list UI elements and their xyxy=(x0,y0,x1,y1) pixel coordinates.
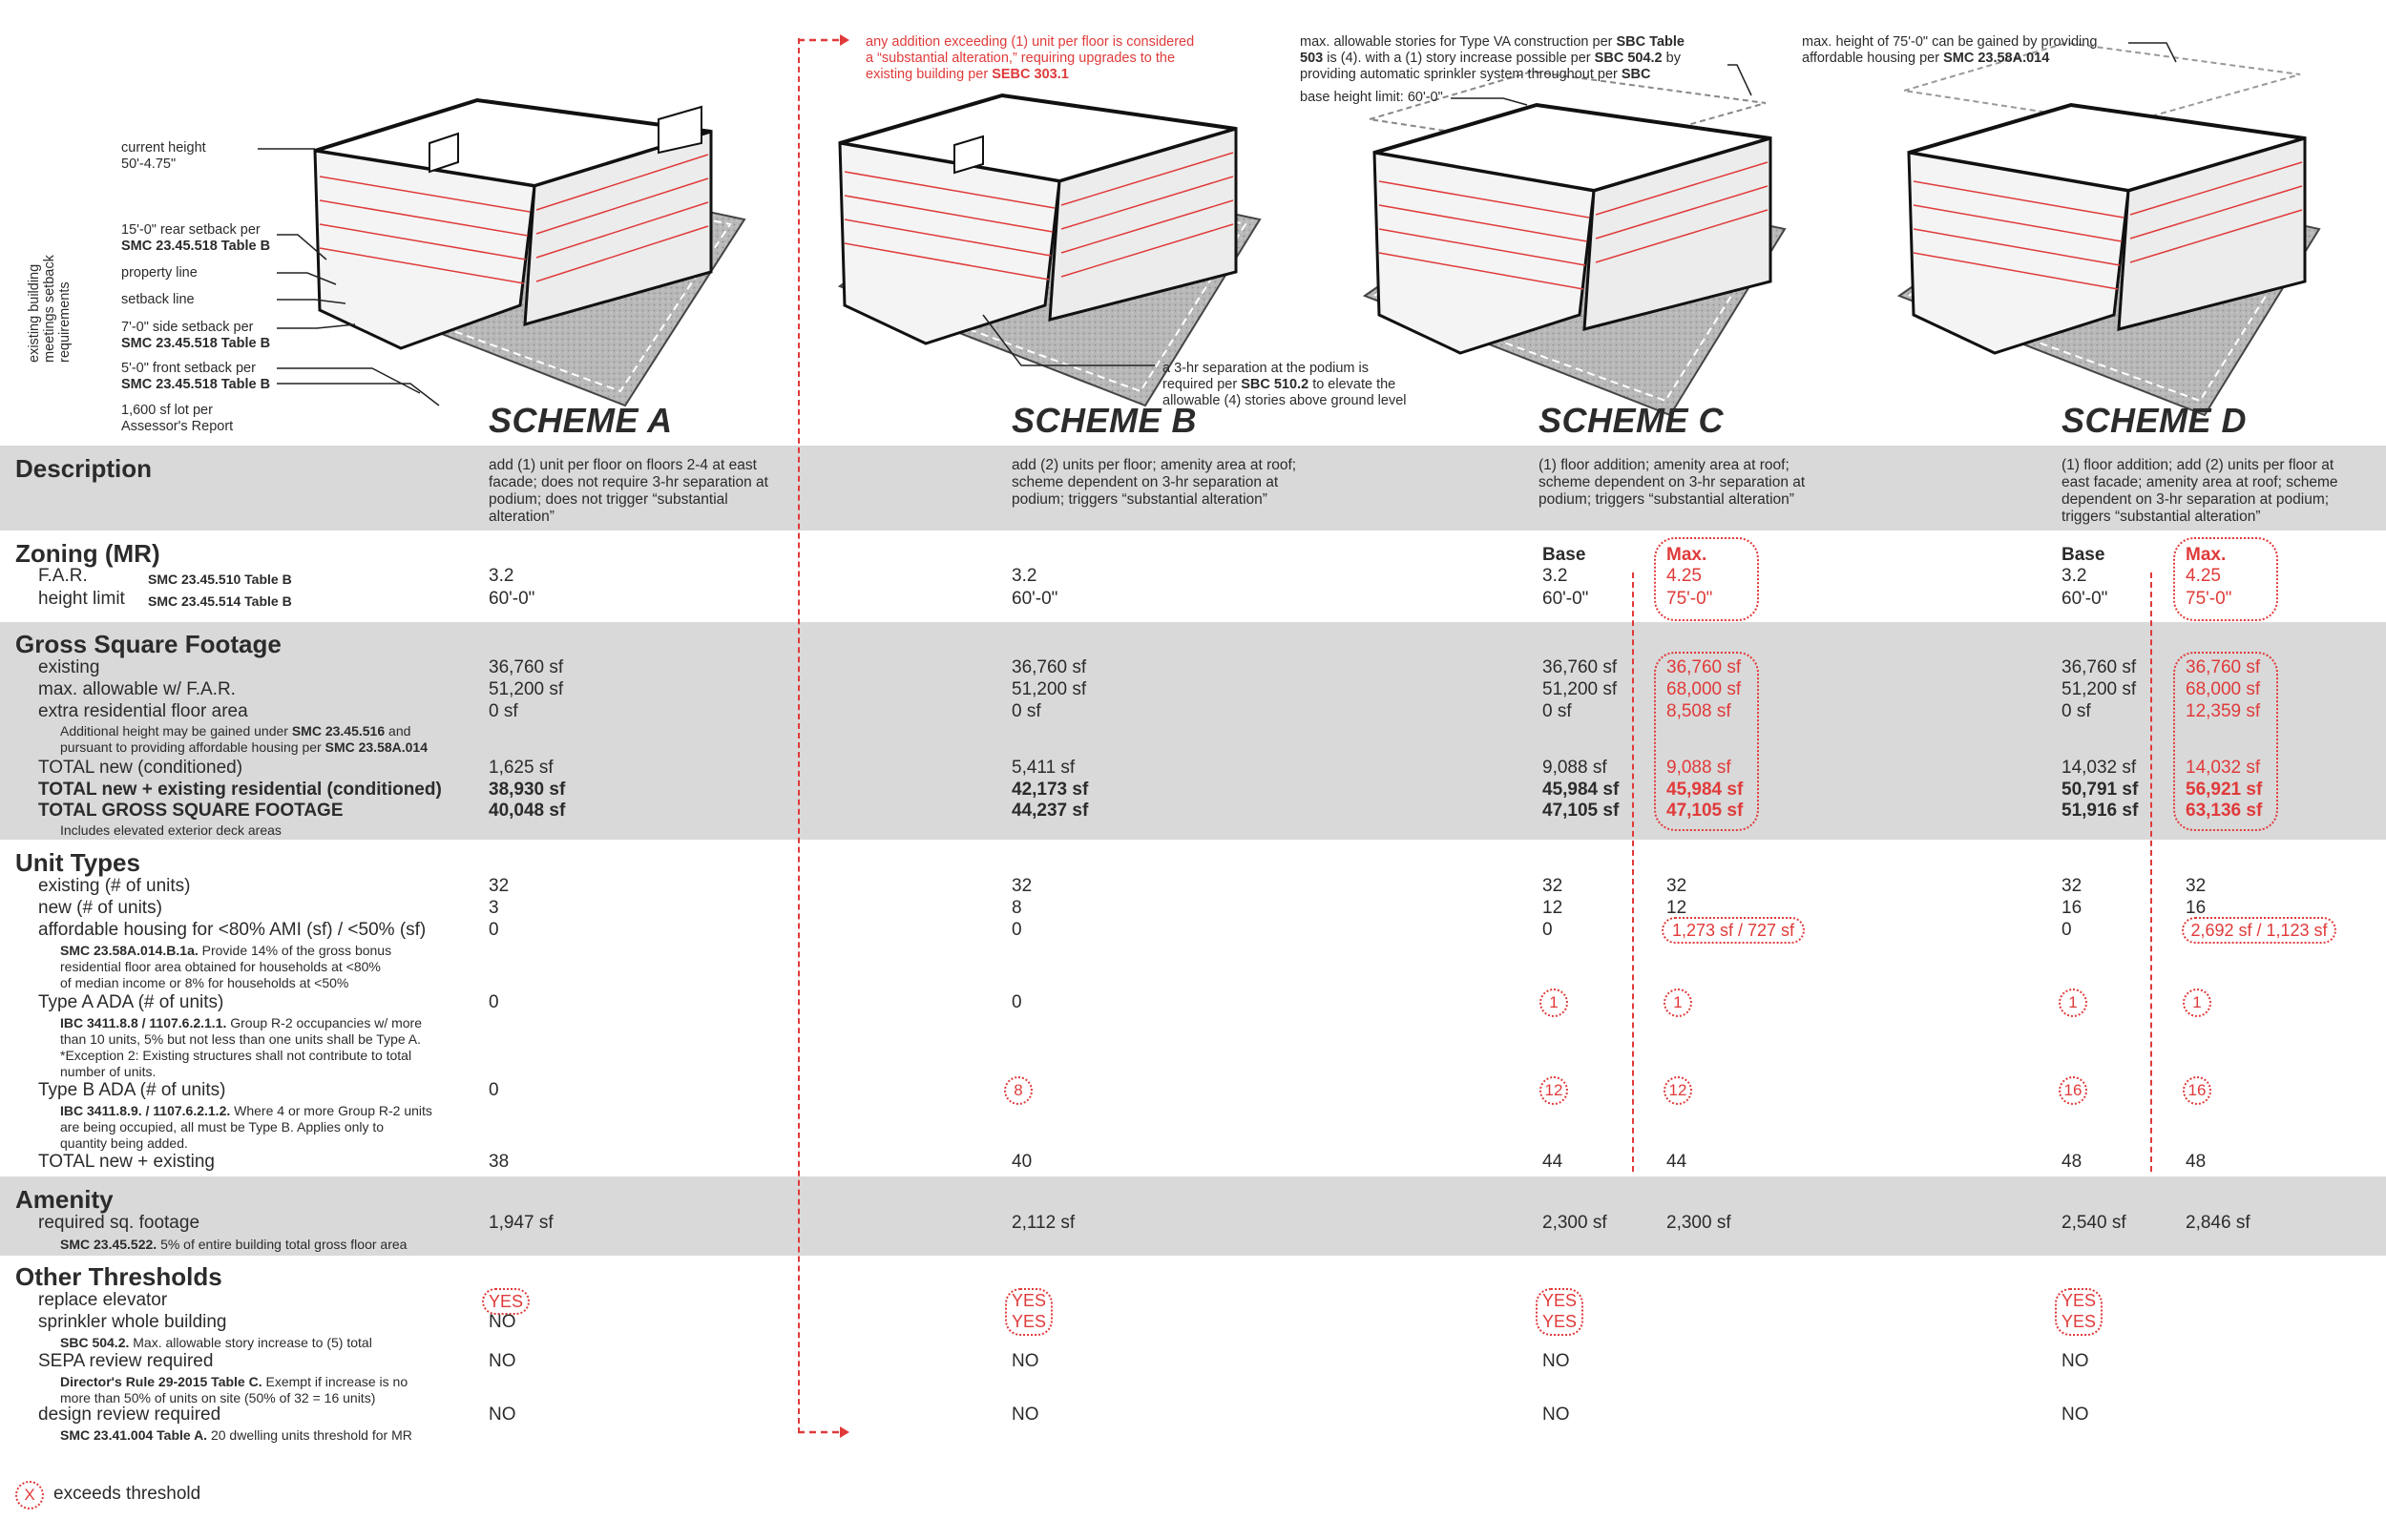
c-design: NO xyxy=(1542,1405,1570,1425)
scheme-d-building xyxy=(1899,43,2319,415)
b-type-b: 8 xyxy=(1004,1076,1033,1105)
c-elevator-sprinkler xyxy=(1536,1288,1583,1336)
c-base-extra: 0 sf xyxy=(1542,701,1572,721)
d-max-type-b: 16 xyxy=(2183,1076,2211,1105)
b-elevator: YES xyxy=(1011,1291,1047,1310)
c-base-total-units: 44 xyxy=(1542,1152,1563,1172)
lot-annotation: 1,600 sf lot per Assessor's Report xyxy=(121,403,234,434)
scheme-c-building xyxy=(1365,72,1785,415)
scheme-d-description: (1) floor addition; add (2) units per floor at east facade; amenity area at roof; scheme dependent on 3-hr separation at podium; triggers “substantial alteration” xyxy=(2062,457,2338,525)
c-max-type-a: 1 xyxy=(1664,989,1692,1017)
total-new-label: TOTAL new (conditioned) xyxy=(38,758,243,778)
d-max-existing: 36,760 sf xyxy=(2186,657,2261,677)
c-max-amenity: 2,300 sf xyxy=(1666,1213,1731,1233)
d-base-type-b: 16 xyxy=(2059,1076,2087,1105)
d-max-new-units: 16 xyxy=(2186,898,2207,918)
existing-units-label: existing (# of units) xyxy=(38,876,191,896)
b-total-units: 40 xyxy=(1012,1152,1033,1172)
scheme-c-base-header: Base xyxy=(1542,545,1586,565)
d-base-height: 60'-0" xyxy=(2062,589,2108,609)
sprinkler-label: sprinkler whole building xyxy=(38,1312,227,1332)
b-elevator-sprinkler xyxy=(1005,1288,1053,1336)
scheme-c-max-divider xyxy=(1632,572,1634,1172)
d-max-max-allow: 68,000 sf xyxy=(2186,679,2261,699)
c-base-new-units: 12 xyxy=(1542,898,1563,918)
total-gsf-label: TOTAL GROSS SQUARE FOOTAGE xyxy=(38,801,344,821)
legend-text: exceeds threshold xyxy=(53,1484,201,1504)
c-max-new-units: 12 xyxy=(1666,898,1687,918)
scheme-d-base-header: Base xyxy=(2062,545,2105,565)
d-max-far: 4.25 xyxy=(2186,566,2221,586)
d-max-height: 75'-0" xyxy=(2186,589,2232,609)
a-sprinkler: NO xyxy=(489,1312,516,1332)
rear-setback-annotation: 15'-0" rear setback per SMC 23.45.518 Table B xyxy=(121,222,271,254)
property-line-annotation: property line xyxy=(121,265,198,281)
a-amenity: 1,947 sf xyxy=(489,1213,554,1233)
a-affordable: 0 xyxy=(489,920,499,940)
front-setback-annotation: 5'-0" front setback per SMC 23.45.518 Table B xyxy=(121,361,271,392)
c-max-affordable: 1,273 sf / 727 sf xyxy=(1662,917,1805,944)
scheme-c-title: SCHEME C xyxy=(1538,401,1725,440)
setback-line-annotation: setback line xyxy=(121,292,195,307)
b-max-allow: 51,200 sf xyxy=(1012,679,1087,699)
base-height-annotation: base height limit: 60'-0" xyxy=(1300,90,1443,105)
extra-res-note: Additional height may be gained under SMC 23.45.516 and pursuant to providing affordable housing per SMC 23.58A.014 xyxy=(60,723,429,755)
d-base-existing: 36,760 sf xyxy=(2062,657,2137,677)
description-title: Description xyxy=(15,454,153,483)
c-max-extra: 8,508 sf xyxy=(1666,701,1731,721)
a-type-a: 0 xyxy=(489,992,499,1012)
a-design: NO xyxy=(489,1405,516,1425)
units-title: Unit Types xyxy=(15,848,140,877)
b-affordable: 0 xyxy=(1012,920,1022,940)
total-gsf-note: Includes elevated exterior deck areas xyxy=(60,822,282,838)
d-base-type-a: 1 xyxy=(2059,989,2087,1017)
d-base-far: 3.2 xyxy=(2062,566,2087,586)
d-base-total-units: 48 xyxy=(2062,1152,2083,1172)
scheme-b-description: add (2) units per floor; amenity area at roof; scheme dependent on 3-hr separation at podium; triggers “substantial alteration” xyxy=(1012,457,1297,508)
zoning-title: Zoning (MR) xyxy=(15,539,160,568)
a-total-gsf: 40,048 sf xyxy=(489,801,566,821)
c-max-existing: 36,760 sf xyxy=(1666,657,1742,677)
scheme-c-max-header: Max. xyxy=(1666,545,1707,565)
c-sepa: NO xyxy=(1542,1351,1570,1371)
amenity-title: Amenity xyxy=(15,1185,114,1214)
height-ref: SMC 23.45.514 Table B xyxy=(148,593,292,609)
d-max-amenity: 2,846 sf xyxy=(2186,1213,2250,1233)
other-title: Other Thresholds xyxy=(15,1262,222,1291)
c-max-height: 75'-0" xyxy=(1666,589,1713,609)
c-base-amenity: 2,300 sf xyxy=(1542,1213,1607,1233)
d-max-total-new-existing: 56,921 sf xyxy=(2186,780,2263,800)
a-total-new-existing: 38,930 sf xyxy=(489,780,566,800)
d-max-total-units: 48 xyxy=(2186,1152,2207,1172)
d-max-affordable: 2,692 sf / 1,123 sf xyxy=(2182,917,2336,944)
d-max-existing-units: 32 xyxy=(2186,876,2207,896)
height-label: height limit xyxy=(38,589,125,609)
gsf-title: Gross Square Footage xyxy=(15,630,282,658)
new-units-label: new (# of units) xyxy=(38,898,162,918)
d-base-total-gsf: 51,916 sf xyxy=(2062,801,2139,821)
a-total-units: 38 xyxy=(489,1152,510,1172)
c-base-far: 3.2 xyxy=(1542,566,1568,586)
d-base-existing-units: 32 xyxy=(2062,876,2083,896)
d-base-new-units: 16 xyxy=(2062,898,2083,918)
req-sqft-label: required sq. footage xyxy=(38,1213,200,1233)
type-b-note: IBC 3411.8.9. / 1107.6.2.1.2. Where 4 or more Group R-2 units are being occupied, all must be Type B. Applies only to quantity being added. xyxy=(60,1103,432,1151)
c-max-max-allow: 68,000 sf xyxy=(1666,679,1742,699)
vertical-setback-note: existing building meetings setback requirements xyxy=(27,255,73,363)
c-base-type-b: 12 xyxy=(1539,1076,1568,1105)
amenity-note: SMC 23.45.522. 5% of entire building total gross floor area xyxy=(60,1237,408,1252)
b-new-units: 8 xyxy=(1012,898,1022,918)
scheme-c-description: (1) floor addition; amenity area at roof; scheme dependent on 3-hr separation at podium; triggers “substantial alteration” xyxy=(1538,457,1806,508)
a-sepa: NO xyxy=(489,1351,516,1371)
d-base-affordable: 0 xyxy=(2062,920,2072,940)
total-new-existing-label: TOTAL new + existing residential (conditioned) xyxy=(38,780,442,800)
affordable-label: affordable housing for <80% AMI (sf) / <50% (sf) xyxy=(38,920,427,940)
legend-symbol: X xyxy=(15,1481,44,1509)
d-base-max-allow: 51,200 sf xyxy=(2062,679,2137,699)
b-height: 60'-0" xyxy=(1012,589,1058,609)
b-design: NO xyxy=(1012,1405,1039,1425)
a-height: 60'-0" xyxy=(489,589,535,609)
d-design: NO xyxy=(2062,1405,2089,1425)
far-label: F.A.R. xyxy=(38,566,88,586)
scheme-a-description: add (1) unit per floor on floors 2-4 at east facade; does not require 3-hr separation at podium; does not trigger “substantial alteration” xyxy=(489,457,768,525)
side-setback-annotation: 7'-0" side setback per SMC 23.45.518 Table B xyxy=(121,320,271,351)
scheme-d-max-divider xyxy=(2150,572,2152,1172)
max-height-annotation: max. height of 75'-0" can be gained by providing affordable housing per SMC 23.58A.014 xyxy=(1802,34,2098,66)
c-base-affordable: 0 xyxy=(1542,920,1553,940)
a-elevator: YES xyxy=(482,1288,530,1315)
far-ref: SMC 23.45.510 Table B xyxy=(148,572,292,587)
scheme-b-title: SCHEME B xyxy=(1012,401,1198,440)
b-extra: 0 sf xyxy=(1012,701,1041,721)
b-existing-units: 32 xyxy=(1012,876,1033,896)
c-max-total-gsf: 47,105 sf xyxy=(1666,801,1744,821)
b-total-gsf: 44,237 sf xyxy=(1012,801,1089,821)
b-amenity: 2,112 sf xyxy=(1012,1213,1076,1233)
extra-res-label: extra residential floor area xyxy=(38,701,248,721)
sepa-label: SEPA review required xyxy=(38,1351,214,1371)
c-base-total-new-existing: 45,984 sf xyxy=(1542,780,1620,800)
c-sprinkler: YES xyxy=(1541,1312,1578,1331)
c-base-total-new: 9,088 sf xyxy=(1542,758,1607,778)
a-existing: 36,760 sf xyxy=(489,657,564,677)
a-max-allow: 51,200 sf xyxy=(489,679,564,699)
d-elevator-sprinkler xyxy=(2055,1288,2103,1336)
scheme-d-max-header: Max. xyxy=(2186,545,2227,565)
d-sprinkler: YES xyxy=(2061,1312,2097,1331)
a-type-b: 0 xyxy=(489,1080,499,1100)
d-elevator: YES xyxy=(2061,1291,2097,1310)
d-base-total-new-existing: 50,791 sf xyxy=(2062,780,2139,800)
d-max-extra: 12,359 sf xyxy=(2186,701,2261,721)
substantial-alteration-annotation: any addition exceeding (1) unit per floor is considered a “substantial alteration,” requiring upgrades to the existing building per SEBC 303.1 xyxy=(866,34,1195,82)
scheme-a-building xyxy=(315,100,744,406)
c-elevator: YES xyxy=(1541,1291,1578,1310)
c-max-total-new-existing: 45,984 sf xyxy=(1666,780,1744,800)
podium-separation-annotation: a 3-hr separation at the podium is required per SBC 510.2 to elevate the allowable (4) stories above ground level xyxy=(1162,361,1407,408)
affordable-note: SMC 23.58A.014.B.1a. Provide 14% of the gross bonus residential floor area obtained for households at <80% of median income or 8% for households at <50% xyxy=(60,943,392,990)
sprinkler-note: SBC 504.2. Max. allowable story increase to (5) total xyxy=(60,1335,372,1350)
scheme-b-building xyxy=(840,95,1260,406)
c-max-existing-units: 32 xyxy=(1666,876,1687,896)
a-new-units: 3 xyxy=(489,898,499,918)
type-a-label: Type A ADA (# of units) xyxy=(38,992,224,1012)
b-total-new: 5,411 sf xyxy=(1012,758,1076,778)
max-allow-label: max. allowable w/ F.A.R. xyxy=(38,679,236,699)
d-base-extra: 0 sf xyxy=(2062,701,2091,721)
c-max-type-b: 12 xyxy=(1664,1076,1692,1105)
c-base-height: 60'-0" xyxy=(1542,589,1589,609)
d-base-amenity: 2,540 sf xyxy=(2062,1213,2126,1233)
b-type-a: 0 xyxy=(1012,992,1022,1012)
allowable-stories-annotation: max. allowable stories for Type VA construction per SBC Table 503 is (4). with a (1) story increase possible per SBC 504.2 by providing automatic sprinkler system throughout per SBC xyxy=(1300,34,1685,82)
d-base-total-new: 14,032 sf xyxy=(2062,758,2137,778)
total-units-label: TOTAL new + existing xyxy=(38,1152,215,1172)
c-max-far: 4.25 xyxy=(1666,566,1702,586)
b-total-new-existing: 42,173 sf xyxy=(1012,780,1089,800)
a-existing-units: 32 xyxy=(489,876,510,896)
design-note: SMC 23.41.004 Table A. 20 dwelling units threshold for MR xyxy=(60,1427,412,1443)
d-max-type-a: 1 xyxy=(2183,989,2211,1017)
d-max-total-gsf: 63,136 sf xyxy=(2186,801,2263,821)
c-base-max-allow: 51,200 sf xyxy=(1542,679,1618,699)
a-extra: 0 sf xyxy=(489,701,518,721)
scheme-a-title: SCHEME A xyxy=(489,401,673,440)
divider-arrows xyxy=(794,29,851,1460)
a-total-new: 1,625 sf xyxy=(489,758,554,778)
b-far: 3.2 xyxy=(1012,566,1037,586)
elevator-label: replace elevator xyxy=(38,1290,168,1310)
c-base-type-a: 1 xyxy=(1539,989,1568,1017)
b-existing: 36,760 sf xyxy=(1012,657,1087,677)
design-label: design review required xyxy=(38,1405,221,1425)
c-base-existing: 36,760 sf xyxy=(1542,657,1618,677)
d-max-total-new: 14,032 sf xyxy=(2186,758,2261,778)
current-height-annotation: current height 50'-4.75" xyxy=(121,140,206,172)
existing-label: existing xyxy=(38,657,100,677)
type-a-note: IBC 3411.8.8 / 1107.6.2.1.1. Group R-2 occupancies w/ more than 10 units, 5% but not less than one units shall be Type A. *Exception 2: Existing structures shall not contribute to total number of units. xyxy=(60,1015,423,1079)
b-sprinkler: YES xyxy=(1011,1312,1047,1331)
c-max-total-units: 44 xyxy=(1666,1152,1687,1172)
d-sepa: NO xyxy=(2062,1351,2089,1371)
a-far: 3.2 xyxy=(489,566,514,586)
c-base-existing-units: 32 xyxy=(1542,876,1563,896)
c-max-total-new: 9,088 sf xyxy=(1666,758,1731,778)
b-sepa: NO xyxy=(1012,1351,1039,1371)
sepa-note: Director's Rule 29-2015 Table C. Exempt if increase is no more than 50% of units on site (50% of 32 = 16 units) xyxy=(60,1374,408,1405)
scheme-d-title: SCHEME D xyxy=(2062,401,2248,440)
type-b-label: Type B ADA (# of units) xyxy=(38,1080,226,1100)
c-base-total-gsf: 47,105 sf xyxy=(1542,801,1620,821)
